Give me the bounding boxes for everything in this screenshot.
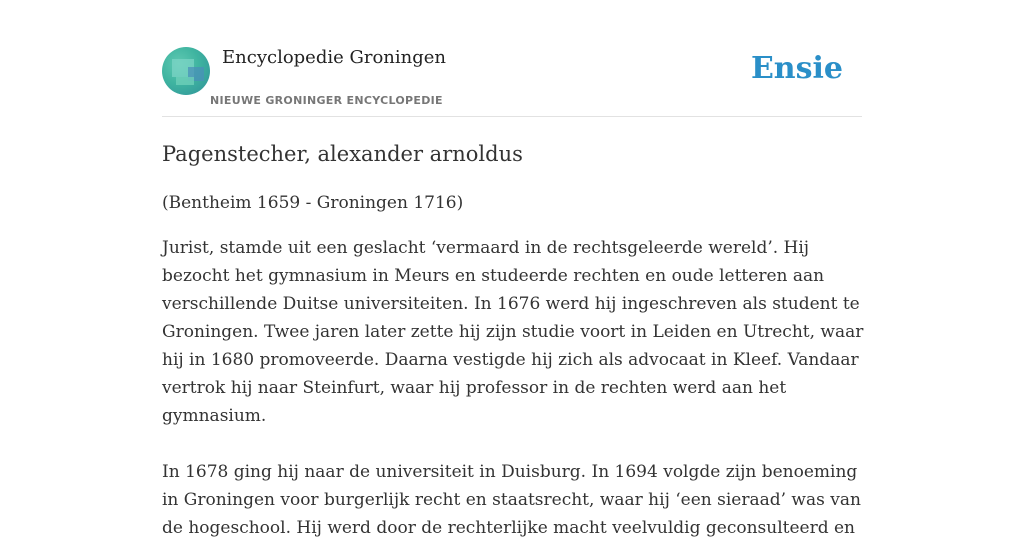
- logo-shape: [176, 77, 194, 85]
- article: [162, 138, 864, 542]
- site-logo-icon[interactable]: [162, 47, 210, 95]
- site-title[interactable]: Encyclopedie Groningen: [222, 47, 447, 68]
- article-paragraph: In 1678 ging hij naar de universiteit in Duisburg. In 1694 volgde zijn benoeming in Groningen voor burgerlijk recht en staatsrecht, waar hij ‘een sieraad’ was van de hogeschool. Hij werd door de rechterlijke macht veelvuldig geconsulteerd en: [162, 462, 861, 538]
- site-subtitle: NIEUWE GRONINGER ENCYCLOPEDIE: [210, 94, 443, 107]
- article-title: Pagenstecher, alexander arnoldus: [162, 142, 523, 166]
- article-paragraph: Jurist, stamde uit een geslacht ‘vermaard in de rechtsgeleerde wereld’. Hij bezocht het gymnasium in Meurs en studeerde rechten en oude letteren aan verschillende Duitse universiteiten. In 1676 werd hij ingeschreven als student te Groningen. Twee jaren later zette hij zijn studie voort in Leiden en Utrecht, waar hij in 1680 promoveerde. Daarna vestigde hij zich als advocaat in Kleef. Vandaar vertrok hij naar Steinfurt, waar hij professor in de rechten werd aan het gymnasium.: [162, 238, 864, 426]
- article-life-dates: (Bentheim 1659 - Groningen 1716): [162, 193, 464, 213]
- ensie-brand-link[interactable]: Ensie: [750, 51, 843, 86]
- site-header: [162, 40, 862, 117]
